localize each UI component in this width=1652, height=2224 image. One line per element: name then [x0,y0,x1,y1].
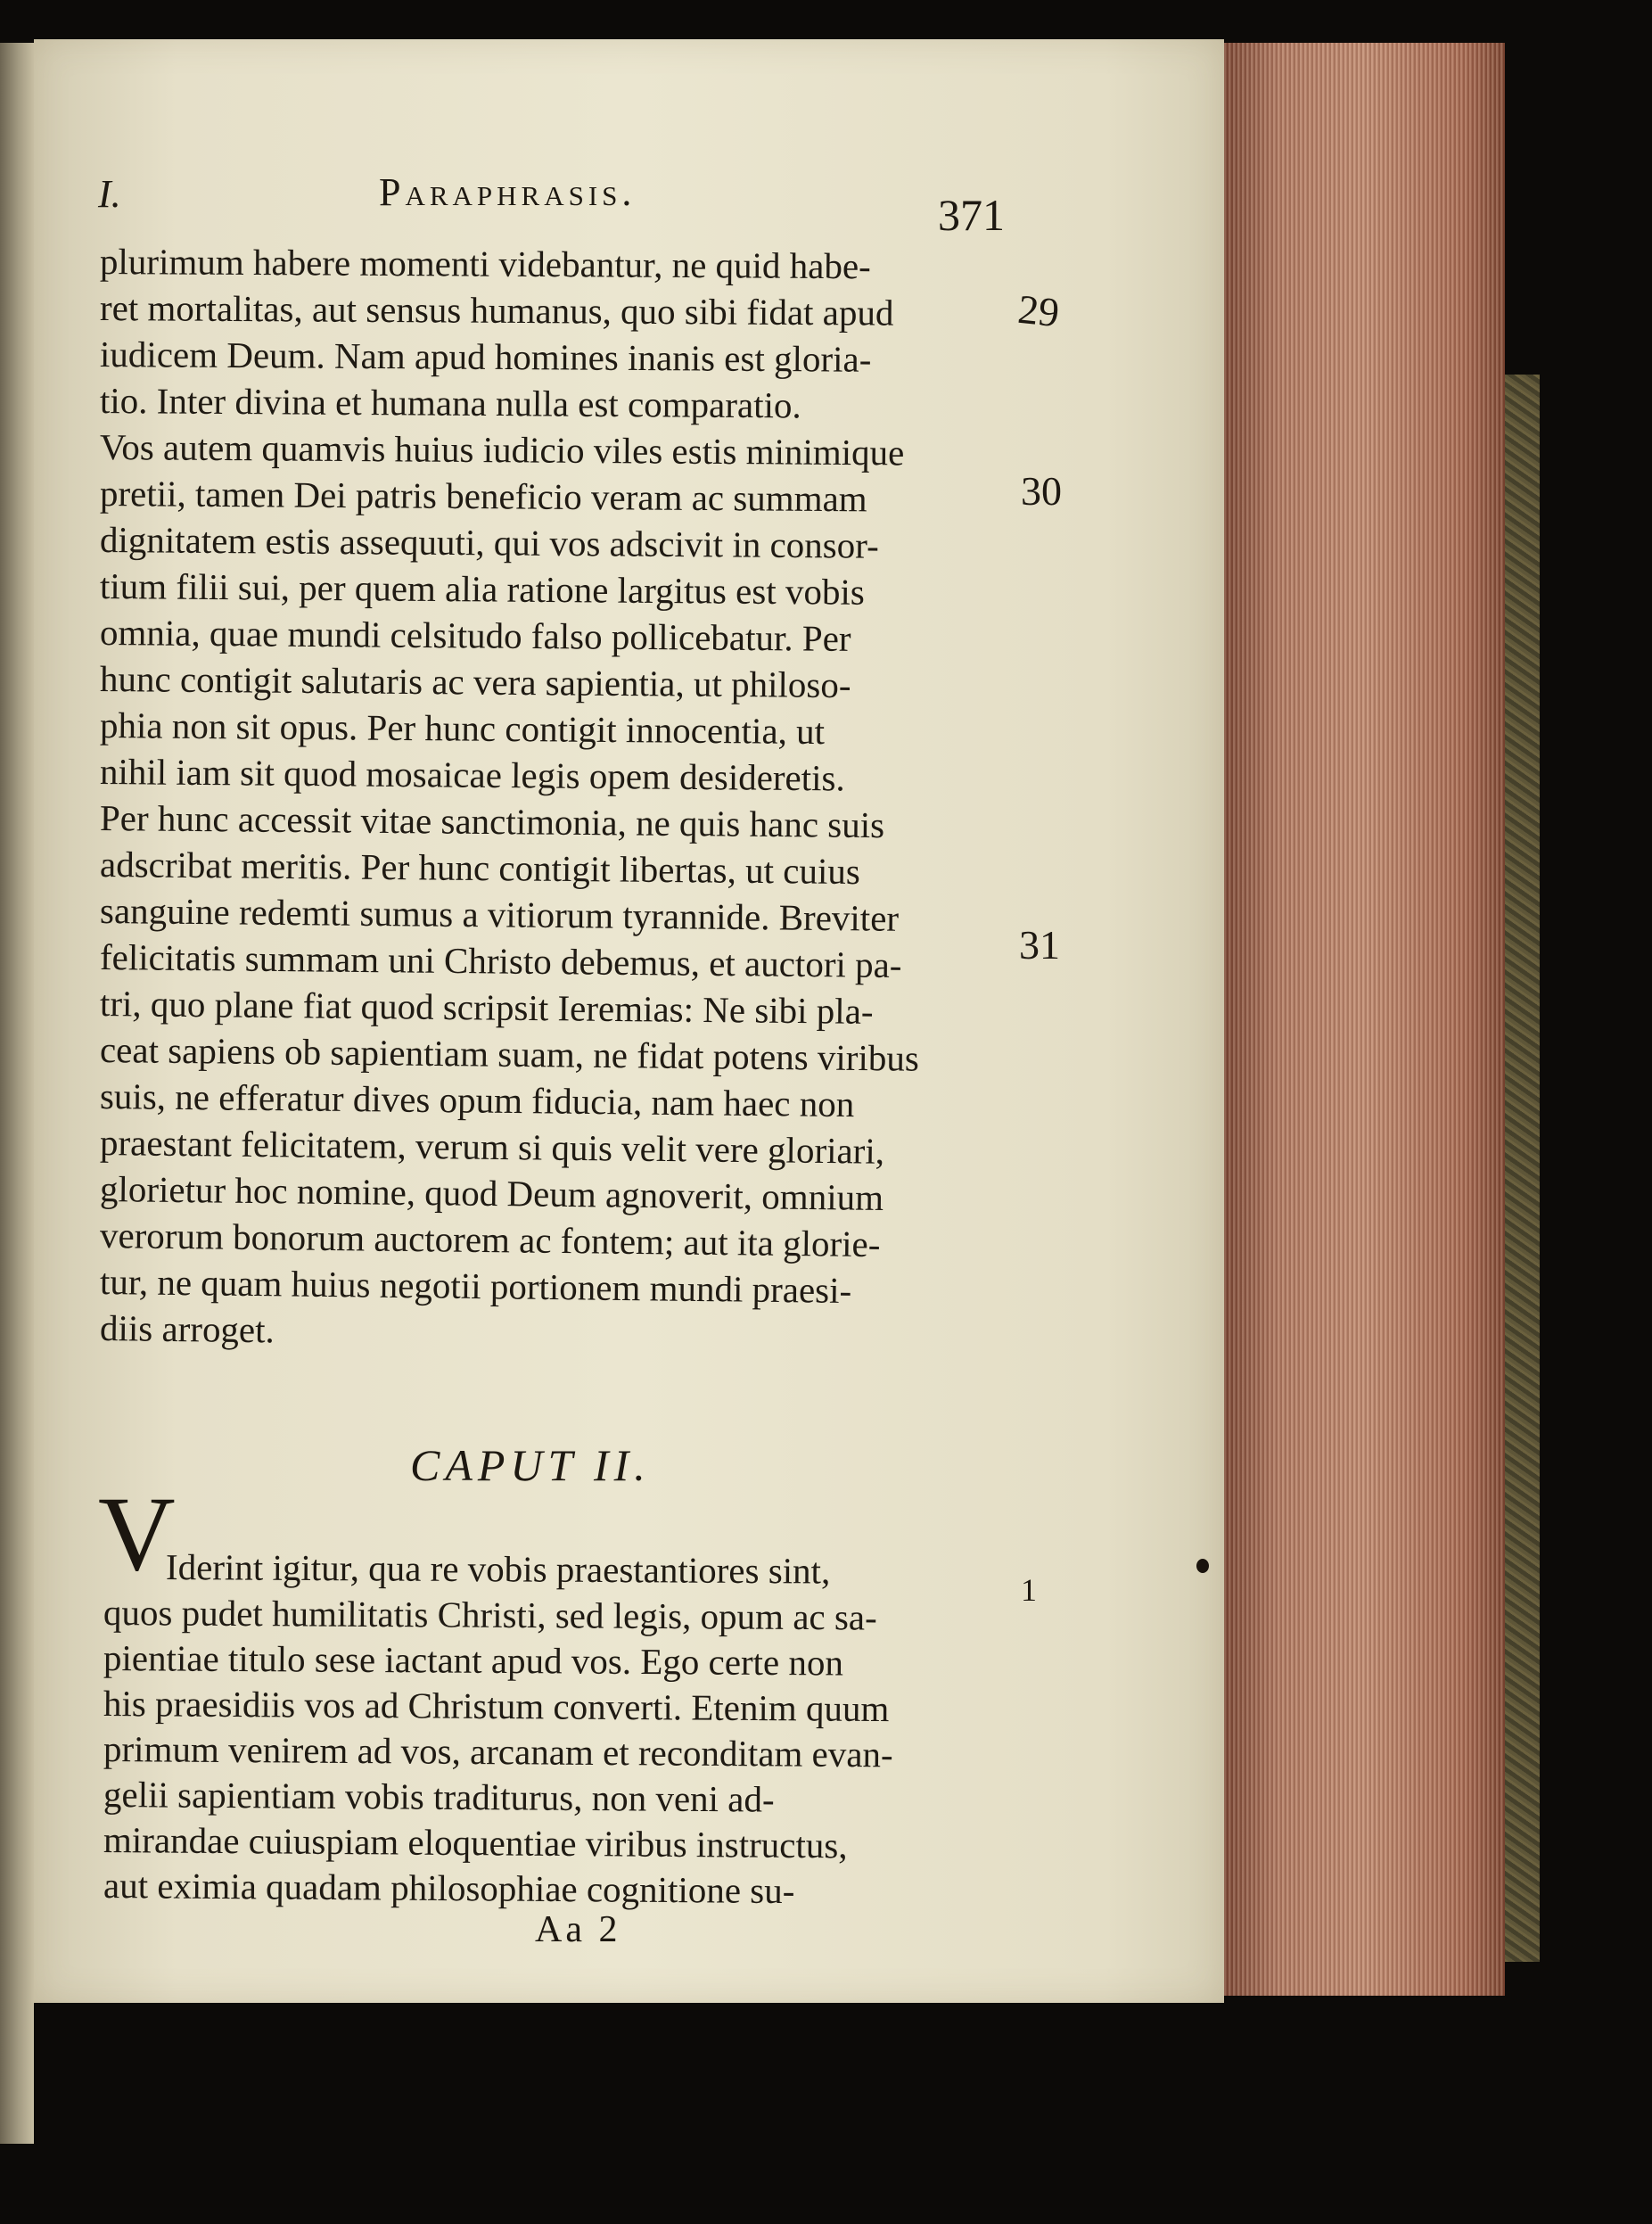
text-line: primum venirem ad vos, arcanam et reconditam evan- [103,1728,893,1775]
text-line: his praesidiis vos ad Christum converti. Etenim quum [103,1683,890,1730]
text-line: tium filii sui, per quem alia ratione largitus est vobis [99,565,865,613]
margin-verse-29: 29 [1015,285,1062,336]
text-line: felicitatis summam uni Christo debemus, et auctori pa- [99,936,902,986]
margin-verse-1: 1 [1021,1572,1037,1608]
text-line: glorietur hoc nomine, quod Deum agnoverit, omnium [99,1168,884,1218]
text-line: Per hunc accessit vitae sanctimonia, ne quis hanc suis [99,797,885,846]
drop-cap: V [98,1474,176,1593]
text-line: tur, ne quam huius negotii portionem mundi praesi- [99,1261,852,1312]
text-line: ceat sapiens ob sapientiam suam, ne fidat potens viribus [99,1029,920,1079]
text-line: tio. Inter divina et humana nulla est comparatio. [99,380,801,426]
text-line: hunc contigit salutaris ac vera sapientia, ut philoso- [99,658,851,706]
signature-mark: Aa 2 [535,1909,621,1950]
left-page-edge [0,43,34,2144]
text-line: suis, ne efferatur dives opum fiducia, nam haec non [99,1075,855,1125]
text-line: adscribat meritis. Per hunc contigit libertas, ut cuius [99,844,861,893]
text-line: pientiae titulo sese iactant apud vos. Ego certe non [103,1637,844,1684]
text-line: tri, quo plane fiat quod scripsit Ieremias: Ne sibi pla- [99,983,874,1032]
ink-speck [1196,1559,1209,1573]
text-line: nihil iam sit quod mosaicae legis opem desideretis. [99,751,845,799]
text-line: ret mortalitas, aut sensus humanus, quo sibi fidat apud [99,287,894,334]
header-left-mark: I. [98,172,121,216]
running-title: Paraphrasis. [379,170,637,214]
text-line: diis arroget. [99,1307,275,1351]
text-line: omnia, quae mundi celsitudo falso pollicebatur. Per [99,612,851,659]
page-number: 371 [938,190,1005,240]
margin-verse-30: 30 [1021,468,1062,514]
margin-verse-31: 31 [1019,922,1060,968]
text-line: pretii, tamen Dei patris beneficio veram ac summam [99,473,867,520]
page-edges [1224,43,1505,1996]
text-line: dignitatem estis assequuti, qui vos adscivit in consor- [99,519,879,566]
text-line: phia non sit opus. Per hunc contigit innocentia, ut [99,704,826,753]
text-line: iudicem Deum. Nam apud homines inanis est gloria- [99,334,872,380]
text-line: aut eximia quadam philosophiae cognitione su- [103,1865,795,1912]
text-line: verorum bonorum auctorem ac fontem; aut ita glorie- [99,1215,881,1265]
text-line: mirandae cuiuspiam eloquentiae viribus instructus, [103,1819,848,1866]
text-line: Vos autem quamvis huius iudicio viles estis minimique [99,426,905,474]
text-line: praestant felicitatem, verum si quis velit vere gloriari, [99,1122,885,1172]
text-line: sanguine redemti sumus a vitiorum tyrannide. Breviter [99,890,900,939]
text-line: Iderint igitur, qua re vobis praestantiores sint, [165,1546,831,1592]
chapter-heading: CAPUT II. [410,1440,651,1490]
text-line: quos pudet humilitatis Christi, sed legis, opum ac sa- [103,1592,877,1638]
text-line: gelii sapientiam vobis traditurus, non veni ad- [103,1774,775,1820]
text-line: plurimum habere momenti videbantur, ne quid habe- [99,241,871,287]
